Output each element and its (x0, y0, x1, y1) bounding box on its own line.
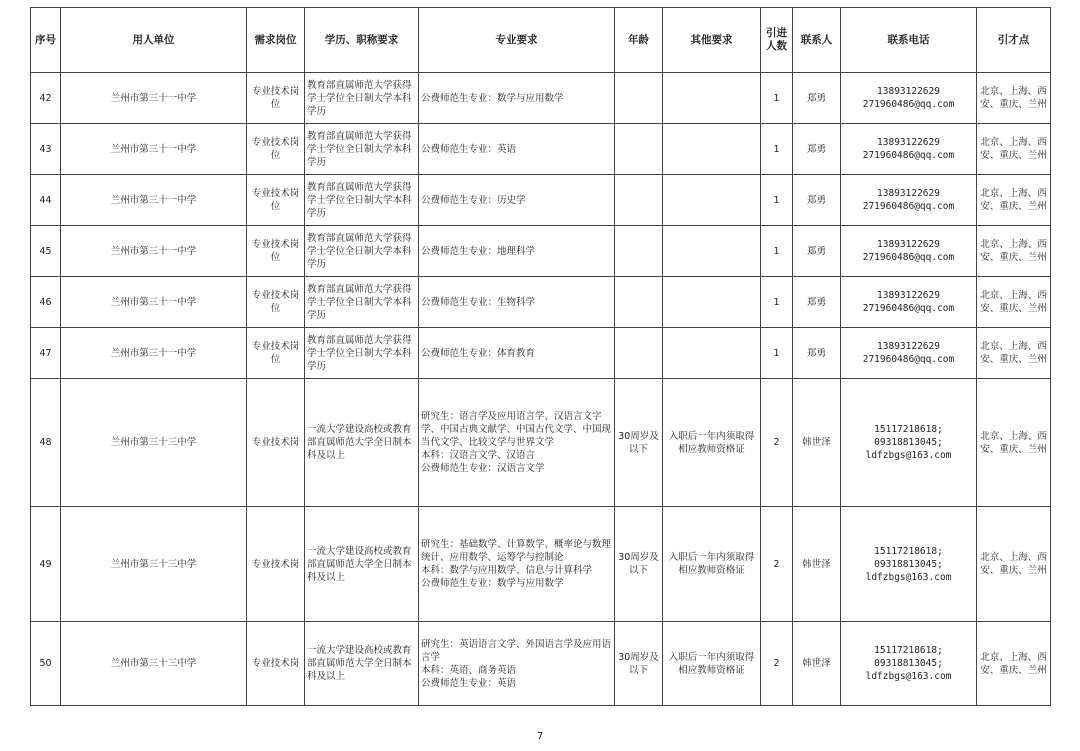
cell-other (663, 175, 761, 226)
cell-count: 1 (761, 175, 793, 226)
header-cell: 学历、职称要求 (305, 8, 419, 73)
cell-number: 45 (31, 226, 61, 277)
cell-contact: 郑勇 (793, 175, 841, 226)
cell-major: 公费师范生专业：数学与应用数学 (419, 73, 615, 124)
cell-count: 1 (761, 124, 793, 175)
cell-position: 专业技术岗 (247, 622, 305, 706)
cell-position: 专业技术岗 (247, 379, 305, 507)
table-row (31, 226, 1051, 277)
cell-count: 1 (761, 226, 793, 277)
cell-phone: 13893122629 271960486@qq.com (841, 124, 977, 175)
cell-location: 北京、上海、西安、重庆、兰州 (977, 73, 1051, 124)
cell-other (663, 226, 761, 277)
cell-location: 北京、上海、西安、重庆、兰州 (977, 507, 1051, 622)
header-cell: 需求岗位 (247, 8, 305, 73)
cell-contact: 郑勇 (793, 277, 841, 328)
cell-contact: 郑勇 (793, 73, 841, 124)
table-row (31, 328, 1051, 379)
cell-other: 入职后一年内须取得相应教师资格证 (663, 379, 761, 507)
cell-phone: 13893122629 271960486@qq.com (841, 226, 977, 277)
cell-location: 北京、上海、西安、重庆、兰州 (977, 328, 1051, 379)
cell-major: 公费师范生专业：历史学 (419, 175, 615, 226)
cell-major: 研究生：语言学及应用语言学、汉语言文字学、中国古典文献学、中国古代文学、中国现当代文学、比较文学与世界文学 本科：汉语言文学、汉语言 公费师范生专业：汉语言文学 (419, 379, 615, 507)
cell-employer: 兰州市第三十三中学 (61, 507, 247, 622)
cell-education: 一流大学建设高校或教育部直属师范大学全日制本科及以上 (305, 379, 419, 507)
cell-employer: 兰州市第三十一中学 (61, 328, 247, 379)
cell-age: 30周岁及以下 (615, 379, 663, 507)
cell-employer: 兰州市第三十一中学 (61, 124, 247, 175)
cell-contact: 郑勇 (793, 328, 841, 379)
table-row (31, 622, 1051, 706)
cell-other (663, 328, 761, 379)
cell-number: 50 (31, 622, 61, 706)
cell-employer: 兰州市第三十一中学 (61, 73, 247, 124)
cell-major: 公费师范生专业：生物科学 (419, 277, 615, 328)
header-cell: 用人单位 (61, 8, 247, 73)
cell-education: 教育部直属师范大学获得学士学位全日制大学本科学历 (305, 124, 419, 175)
cell-other (663, 124, 761, 175)
header-cell: 专业要求 (419, 8, 615, 73)
cell-employer: 兰州市第三十一中学 (61, 226, 247, 277)
cell-phone: 15117218618; 09318813045; ldfzbgs@163.com (841, 622, 977, 706)
cell-phone: 15117218618; 09318813045; ldfzbgs@163.com (841, 379, 977, 507)
cell-employer: 兰州市第三十一中学 (61, 277, 247, 328)
cell-employer: 兰州市第三十一中学 (61, 175, 247, 226)
cell-major: 研究生：英语语言文学、外国语言学及应用语言学 本科：英语、商务英语 公费师范生专业：英语 (419, 622, 615, 706)
cell-contact: 韩世泽 (793, 507, 841, 622)
cell-position: 专业技术岗位 (247, 328, 305, 379)
cell-contact: 郑勇 (793, 124, 841, 175)
cell-contact: 韩世泽 (793, 622, 841, 706)
cell-count: 2 (761, 379, 793, 507)
recruitment-table (30, 7, 1051, 706)
cell-phone: 15117218618; 09318813045; ldfzbgs@163.com (841, 507, 977, 622)
table-row (31, 124, 1051, 175)
cell-age (615, 328, 663, 379)
cell-education: 教育部直属师范大学获得学士学位全日制大学本科学历 (305, 277, 419, 328)
cell-number: 47 (31, 328, 61, 379)
header-cell: 联系人 (793, 8, 841, 73)
cell-age: 30周岁及以下 (615, 507, 663, 622)
cell-major: 公费师范生专业：英语 (419, 124, 615, 175)
header-cell: 其他要求 (663, 8, 761, 73)
cell-count: 1 (761, 277, 793, 328)
cell-age (615, 226, 663, 277)
cell-count: 2 (761, 507, 793, 622)
cell-number: 49 (31, 507, 61, 622)
cell-major: 公费师范生专业：地理科学 (419, 226, 615, 277)
cell-location: 北京、上海、西安、重庆、兰州 (977, 379, 1051, 507)
table-row (31, 175, 1051, 226)
cell-contact: 韩世泽 (793, 379, 841, 507)
cell-number: 42 (31, 73, 61, 124)
cell-major: 研究生：基础数学、计算数学、概率论与数理统计、应用数学、运筹学与控制论 本科：数学与应用数学、信息与计算科学 公费师范生专业：数学与应用数学 (419, 507, 615, 622)
cell-count: 1 (761, 73, 793, 124)
page-number: 7 (536, 731, 544, 742)
table-row (31, 379, 1051, 507)
cell-education: 教育部直属师范大学获得学士学位全日制大学本科学历 (305, 226, 419, 277)
cell-phone: 13893122629 271960486@qq.com (841, 175, 977, 226)
header-row (31, 8, 1051, 73)
cell-other: 入职后一年内须取得相应教师资格证 (663, 622, 761, 706)
cell-phone: 13893122629 271960486@qq.com (841, 73, 977, 124)
cell-number: 44 (31, 175, 61, 226)
cell-number: 46 (31, 277, 61, 328)
cell-position: 专业技术岗位 (247, 226, 305, 277)
cell-contact: 郑勇 (793, 226, 841, 277)
cell-count: 2 (761, 622, 793, 706)
cell-education: 一流大学建设高校或教育部直属师范大学全日制本科及以上 (305, 622, 419, 706)
cell-phone: 13893122629 271960486@qq.com (841, 328, 977, 379)
cell-employer: 兰州市第三十三中学 (61, 622, 247, 706)
cell-position: 专业技术岗位 (247, 277, 305, 328)
cell-position: 专业技术岗位 (247, 175, 305, 226)
cell-employer: 兰州市第三十三中学 (61, 379, 247, 507)
cell-location: 北京、上海、西安、重庆、兰州 (977, 124, 1051, 175)
header-cell: 联系电话 (841, 8, 977, 73)
cell-other: 入职后一年内须取得相应教师资格证 (663, 507, 761, 622)
cell-location: 北京、上海、西安、重庆、兰州 (977, 175, 1051, 226)
cell-age (615, 277, 663, 328)
cell-age (615, 124, 663, 175)
cell-number: 48 (31, 379, 61, 507)
cell-position: 专业技术岗位 (247, 73, 305, 124)
table-body (31, 73, 1051, 706)
cell-education: 一流大学建设高校或教育部直属师范大学全日制本科及以上 (305, 507, 419, 622)
cell-other (663, 73, 761, 124)
cell-age (615, 175, 663, 226)
cell-age: 30周岁及以下 (615, 622, 663, 706)
cell-education: 教育部直属师范大学获得学士学位全日制大学本科学历 (305, 73, 419, 124)
header-cell: 引进人数 (761, 8, 793, 73)
cell-count: 1 (761, 328, 793, 379)
cell-location: 北京、上海、西安、重庆、兰州 (977, 226, 1051, 277)
cell-position: 专业技术岗位 (247, 124, 305, 175)
header-cell: 年龄 (615, 8, 663, 73)
cell-education: 教育部直属师范大学获得学士学位全日制大学本科学历 (305, 328, 419, 379)
cell-location: 北京、上海、西安、重庆、兰州 (977, 622, 1051, 706)
cell-phone: 13893122629 271960486@qq.com (841, 277, 977, 328)
table-row (31, 277, 1051, 328)
cell-education: 教育部直属师范大学获得学士学位全日制大学本科学历 (305, 175, 419, 226)
table-row (31, 73, 1051, 124)
cell-other (663, 277, 761, 328)
cell-location: 北京、上海、西安、重庆、兰州 (977, 277, 1051, 328)
header-cell: 序号 (31, 8, 61, 73)
cell-age (615, 73, 663, 124)
header-cell: 引才点 (977, 8, 1051, 73)
cell-position: 专业技术岗 (247, 507, 305, 622)
table-row (31, 507, 1051, 622)
cell-major: 公费师范生专业：体育教育 (419, 328, 615, 379)
cell-number: 43 (31, 124, 61, 175)
